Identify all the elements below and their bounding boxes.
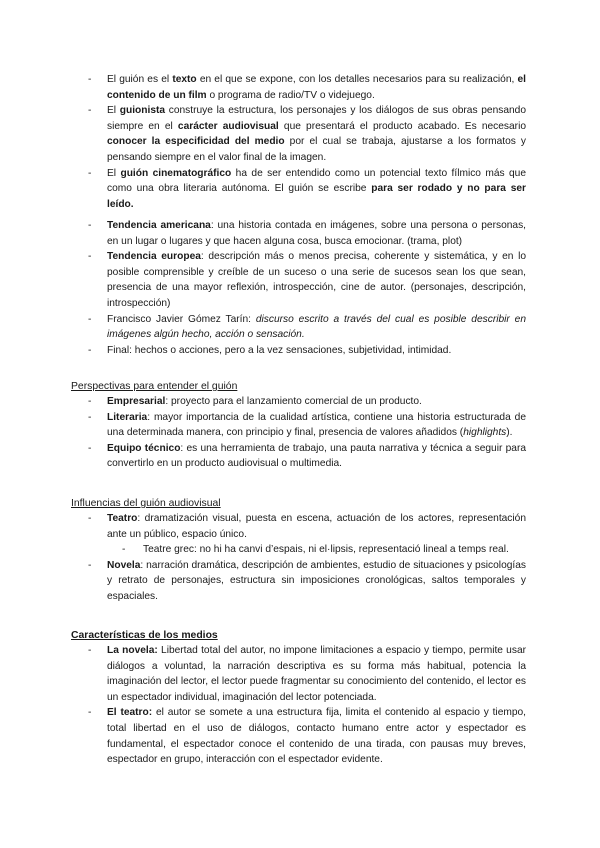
- text-run: : es una herramienta de trabajo, una pauta narrativa y técnica a seguir para convertirlo en un producto audiovisual o multimedia.: [107, 442, 527, 470]
- list-item-text: [107, 218, 526, 249]
- caracteristicas-list: [0, 643, 600, 768]
- text-run: o programa de radio/TV o videjuego.: [206, 89, 375, 101]
- bold-text: guión cinematográfico: [120, 167, 232, 179]
- text-run: : descripción más o menos precisa, coherente y sistemática, y en lo posible comprensible y creíble de un suceso o una serie de sucesos sean los que sean, presencia de una mayor reflexión, introspección, cine de autor. (personajes, descripción, introspección): [107, 251, 526, 309]
- text-run: : narración dramática, descripción de ambientes, estudio de situaciones y psicologías y retrato de personajes, estructura sin imposiciones cronológicas, saltos temporales y espaciales.: [107, 559, 526, 602]
- text-run: : dramatización visual, puesta en escena, actuación de los actores, representación ante un público, espacio único.: [107, 513, 526, 540]
- text-run: : proyecto para el lanzamiento comercial de un producto.: [165, 396, 422, 407]
- section-heading-caracteristicas: Características de los medios: [71, 630, 218, 641]
- bullet-dash: -: [88, 707, 92, 719]
- bold-text: texto: [172, 74, 197, 85]
- text-run: por el cual se trabaja, ajustarse a los formatos y pensando siempre en el valor final de la imagen.: [107, 136, 527, 163]
- italic-text: discurso escrito a través del cual es posible describir en imágenes algún hecho, acción o sensación.: [107, 313, 526, 341]
- list-item-text: [107, 343, 526, 359]
- list-item: [0, 72, 600, 103]
- italic-text: highlights: [463, 427, 507, 439]
- list-item-text: [107, 103, 526, 165]
- list-item: [0, 643, 600, 705]
- bold-text: La novela:: [107, 645, 158, 656]
- bullet-dash: -: [88, 344, 92, 356]
- bold-text: El teatro:: [107, 707, 153, 719]
- text-run: construye la estructura, los personajes y los diálogos de sus obras pensando siempre en el: [107, 105, 526, 132]
- bold-text: Novela: [107, 559, 141, 571]
- list-item: [0, 103, 600, 165]
- list-item-text: [107, 312, 526, 343]
- bold-text: Teatro: [107, 513, 138, 524]
- text-run: ).: [506, 427, 513, 439]
- list-item: [0, 410, 600, 441]
- bullet-dash: -: [88, 513, 92, 524]
- bullet-dash: -: [88, 105, 92, 117]
- text-run: Teatre grec: no hi ha canvi d’espais, ni el·lipsis, representació lineal a temps real.: [143, 544, 509, 556]
- bullet-dash: -: [88, 167, 92, 179]
- text-run: que presentará el producto acabado. Es necesario: [278, 120, 526, 132]
- text-run: Libertad total del autor, no impone limitaciones a espacio y tiempo, permite usar diálogos a voluntad, la narración descriptiva es su forma más habitual, potencia la imaginación del lector, el lector puede fragmentar su conocimiento del contenido, el lector es un espectador individual, imaginación del lector potenciada.: [107, 645, 527, 703]
- bullet-dash: -: [88, 251, 92, 263]
- text-run: El: [107, 105, 120, 117]
- list-item-text: [107, 511, 526, 542]
- bullet-dash: -: [88, 442, 92, 454]
- list-item: [0, 705, 600, 767]
- perspectivas-list: [0, 394, 600, 472]
- bullet-dash: -: [88, 74, 92, 85]
- list-item-text: [107, 166, 526, 213]
- list-item-text: [107, 410, 526, 441]
- section-heading-perspectivas: Perspectivas para entender el guión: [71, 381, 238, 392]
- bold-text: Equipo técnico: [107, 442, 181, 454]
- list-item-text: [107, 441, 526, 472]
- intro-list: [0, 72, 600, 212]
- list-item: [0, 441, 600, 472]
- text-run: El: [107, 167, 121, 179]
- list-item: [0, 343, 600, 359]
- text-run: : mayor importancia de la cualidad artística, contiene una historia estructurada de una determinada manera, con principio y final, presencia de valores añadidos (: [107, 411, 526, 439]
- list-item-text: [107, 705, 526, 767]
- text-run: ha de ser entendido como un potencial texto fílmico más que como una obra literaria autónoma. El guión se escribe: [107, 167, 526, 195]
- bold-text: conocer la especificidad del medio: [107, 136, 285, 148]
- list-item-text: [107, 249, 526, 311]
- list-item-text: [107, 558, 526, 605]
- list-item: [0, 312, 600, 343]
- list-item: [0, 218, 600, 249]
- text-run: : una historia contada en imágenes, sobre una persona o personas, en un lugar o lugares y que hacen alguna cosa, busca emocionar. (trama, plot): [107, 220, 526, 247]
- list-item-text: [107, 394, 526, 410]
- bold-text: el contenido de un film: [107, 74, 526, 101]
- section-heading-influencias: Influencias del guión audiovisual: [71, 498, 221, 509]
- influencias-list: [0, 511, 600, 605]
- bold-text: guionista: [119, 105, 166, 117]
- sub-list-item-text: [143, 542, 526, 558]
- text-run: en el que se expone, con los detalles necesarios para su realización,: [196, 74, 518, 85]
- list-item-text: [107, 72, 526, 103]
- bold-text: Empresarial: [107, 396, 166, 407]
- bullet-dash: -: [122, 544, 126, 556]
- bullet-dash: -: [88, 645, 92, 656]
- sub-list-item: [0, 542, 600, 558]
- list-item-text: [107, 643, 526, 705]
- list-item: [0, 558, 600, 605]
- text-run: El guión es el: [107, 74, 173, 85]
- bullet-dash: -: [88, 396, 92, 407]
- text-run: el autor se somete a una estructura fija, limita el contenido al espacio y tiempo, total libertad en el uso de diálogos, contacto humano entre actor y espectador es fundamental, el espectador conoce el contenido de una tirada, con pausas muy breves, espectador en grupo, interacción con el espectador evidente.: [107, 707, 527, 766]
- text-run: Francisco Javier Gómez Tarín:: [107, 313, 256, 325]
- bullet-dash: -: [88, 411, 92, 423]
- tendencias-list: [0, 218, 600, 358]
- bold-text: Literaria: [107, 411, 148, 423]
- bold-text: Tendencia americana: [107, 220, 211, 231]
- bullet-dash: -: [88, 220, 92, 231]
- bold-text: carácter audiovisual: [177, 120, 279, 132]
- bold-text: para ser rodado y no para ser leído.: [107, 183, 527, 210]
- bold-text: Tendencia europea: [107, 251, 201, 263]
- bullet-dash: -: [88, 313, 92, 325]
- list-item: [0, 249, 600, 311]
- text-run: Final: hechos o acciones, pero a la vez sensaciones, subjetividad, intimidad.: [107, 344, 452, 356]
- list-item: [0, 394, 600, 410]
- list-item: [0, 511, 600, 542]
- list-item: [0, 166, 600, 213]
- bullet-dash: -: [88, 559, 92, 571]
